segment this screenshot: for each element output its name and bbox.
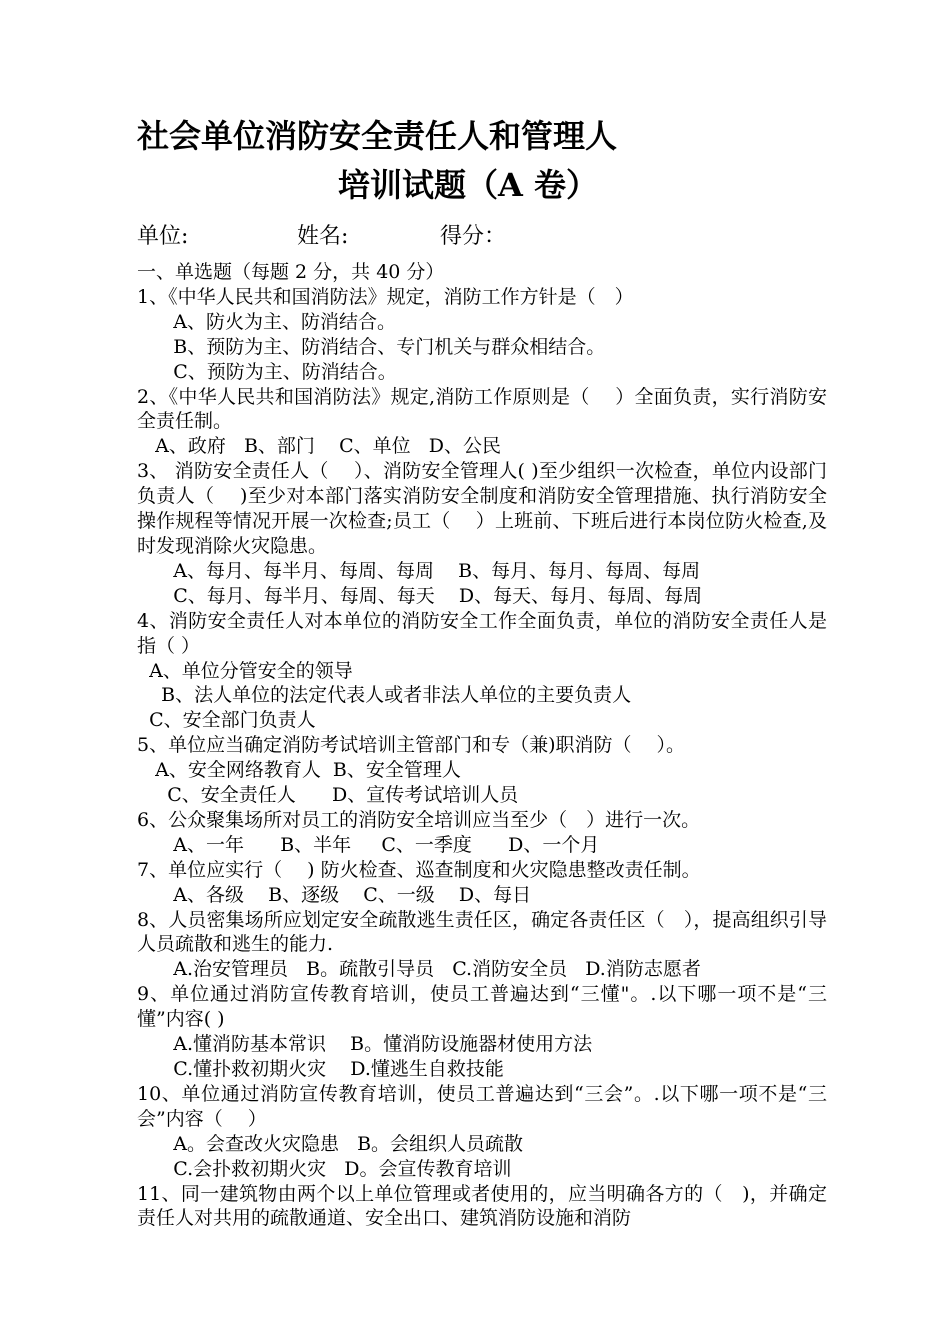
question-item [137, 1182, 827, 1232]
name-label: 姓名: [297, 224, 349, 249]
question-stem: 8、人员密集场所应划定安全疏散逃生责任区，确定各责任区（ ），提高组织引导人员疏散和逃生的能力. [137, 908, 827, 956]
question-stem: 2、《中华人民共和国消防法》规定,消防工作原则是（ ）全面负责，实行消防安全责任制。 [137, 385, 827, 433]
question-stem: 11、同一建筑物由两个以上单位管理或者使用的，应当明确各方的（ )，并确定责任人对共用的疏散通道、安全出口、建筑消防设施和消防 [137, 1182, 827, 1230]
question-item [137, 733, 827, 808]
answer-options: C、预防为主、防消结合。 [137, 360, 397, 383]
question-stem: 1、《中华人民共和国消防法》规定，消防工作方针是（ ） [137, 285, 634, 308]
score-label: 得分： [440, 224, 507, 249]
question-stem: 6、公众聚集场所对员工的消防安全培训应当至少（ ）进行一次。 [137, 808, 701, 831]
question-item [137, 285, 827, 385]
question-item [137, 459, 827, 608]
document-subtitle: 培训试题（A 卷） [338, 166, 598, 204]
unit-label: 单位: [137, 224, 189, 249]
question-body [137, 260, 827, 1231]
answer-options: A、政府 B、部门 C、单位 D、公民 [137, 435, 501, 458]
section-heading: 一、单选题（每题 2 分，共 40 分） [137, 261, 445, 283]
answer-options: C、每月、每半月、每周、每天 D、每天、每月、每周、每周 [137, 584, 703, 607]
question-item [137, 808, 827, 858]
document-title: 社会单位消防安全责任人和管理人 [137, 117, 618, 155]
question-stem: 3、 消防安全责任人（ ）、消防安全管理人( )至少组织一次检查，单位内设部门负责人（ )至少对本部门落实消防安全制度和消防安全管理措施、执行消防安全操作规程等情况开展一次检查;员工（ ）上班前、下班后进行本岗位防火检查,及时发现消除火灾隐患。 [137, 460, 827, 557]
question-item [137, 609, 827, 734]
question-item [137, 858, 827, 908]
question-list [137, 285, 827, 1231]
answer-options: C、安全责任人 D、宣传考试培训人员 [137, 784, 519, 807]
answer-options: A.治安管理员 B。疏散引导员 C.消防安全员 D.消防志愿者 [137, 958, 701, 981]
answer-options: C.会扑救初期火灾 D。会宣传教育培训 [137, 1157, 512, 1180]
answer-options: A、每月、每半月、每周、每周 B、每月、每月、每周、每周 [137, 559, 701, 582]
answer-options: C、安全部门负责人 [137, 709, 316, 732]
answer-options: A、单位分管安全的领导 [137, 659, 353, 682]
answer-options: C.懂扑救初期火灾 D.懂逃生自救技能 [137, 1058, 504, 1080]
question-item [137, 908, 827, 983]
question-stem: 7、单位应实行（ ) 防火检查、巡查制度和火灾隐患整改责任制。 [137, 858, 701, 881]
answer-options: A、安全网络教育人 B、安全管理人 [137, 759, 461, 782]
question-item [137, 1082, 827, 1182]
question-item [137, 982, 827, 1082]
question-item [137, 385, 827, 460]
question-stem: 5、单位应当确定消防考试培训主管部门和专（兼)职消防（ ）。 [137, 734, 686, 757]
answer-options: A.懂消防基本常识 B。懂消防设施器材使用方法 [137, 1033, 593, 1056]
answer-options: B、法人单位的法定代表人或者非法人单位的主要负责人 [137, 684, 632, 707]
answer-options: B、预防为主、防消结合、专门机关与群众相结合。 [137, 335, 606, 358]
answer-options: A、一年 B、半年 C、一季度 D、一个月 [137, 833, 600, 856]
answer-options: A。会查改火灾隐患 B。会组织人员疏散 [137, 1132, 524, 1155]
question-stem: 10、单位通过消防宣传教育培训，使员工普遍达到“三会”。.以下哪一项不是“三会”内容（ ） [137, 1082, 827, 1130]
question-stem: 9、单位通过消防宣传教育培训，使员工普遍达到“三懂"。.以下哪一项不是“三懂”内容( ) [137, 983, 827, 1031]
question-stem: 4、消防安全责任人对本单位的消防安全工作全面负责，单位的消防安全责任人是指（ ） [137, 609, 827, 657]
answer-options: A、各级 B、逐级 C、一级 D、每日 [137, 883, 532, 906]
answer-options: A、防火为主、防消结合。 [137, 310, 396, 333]
